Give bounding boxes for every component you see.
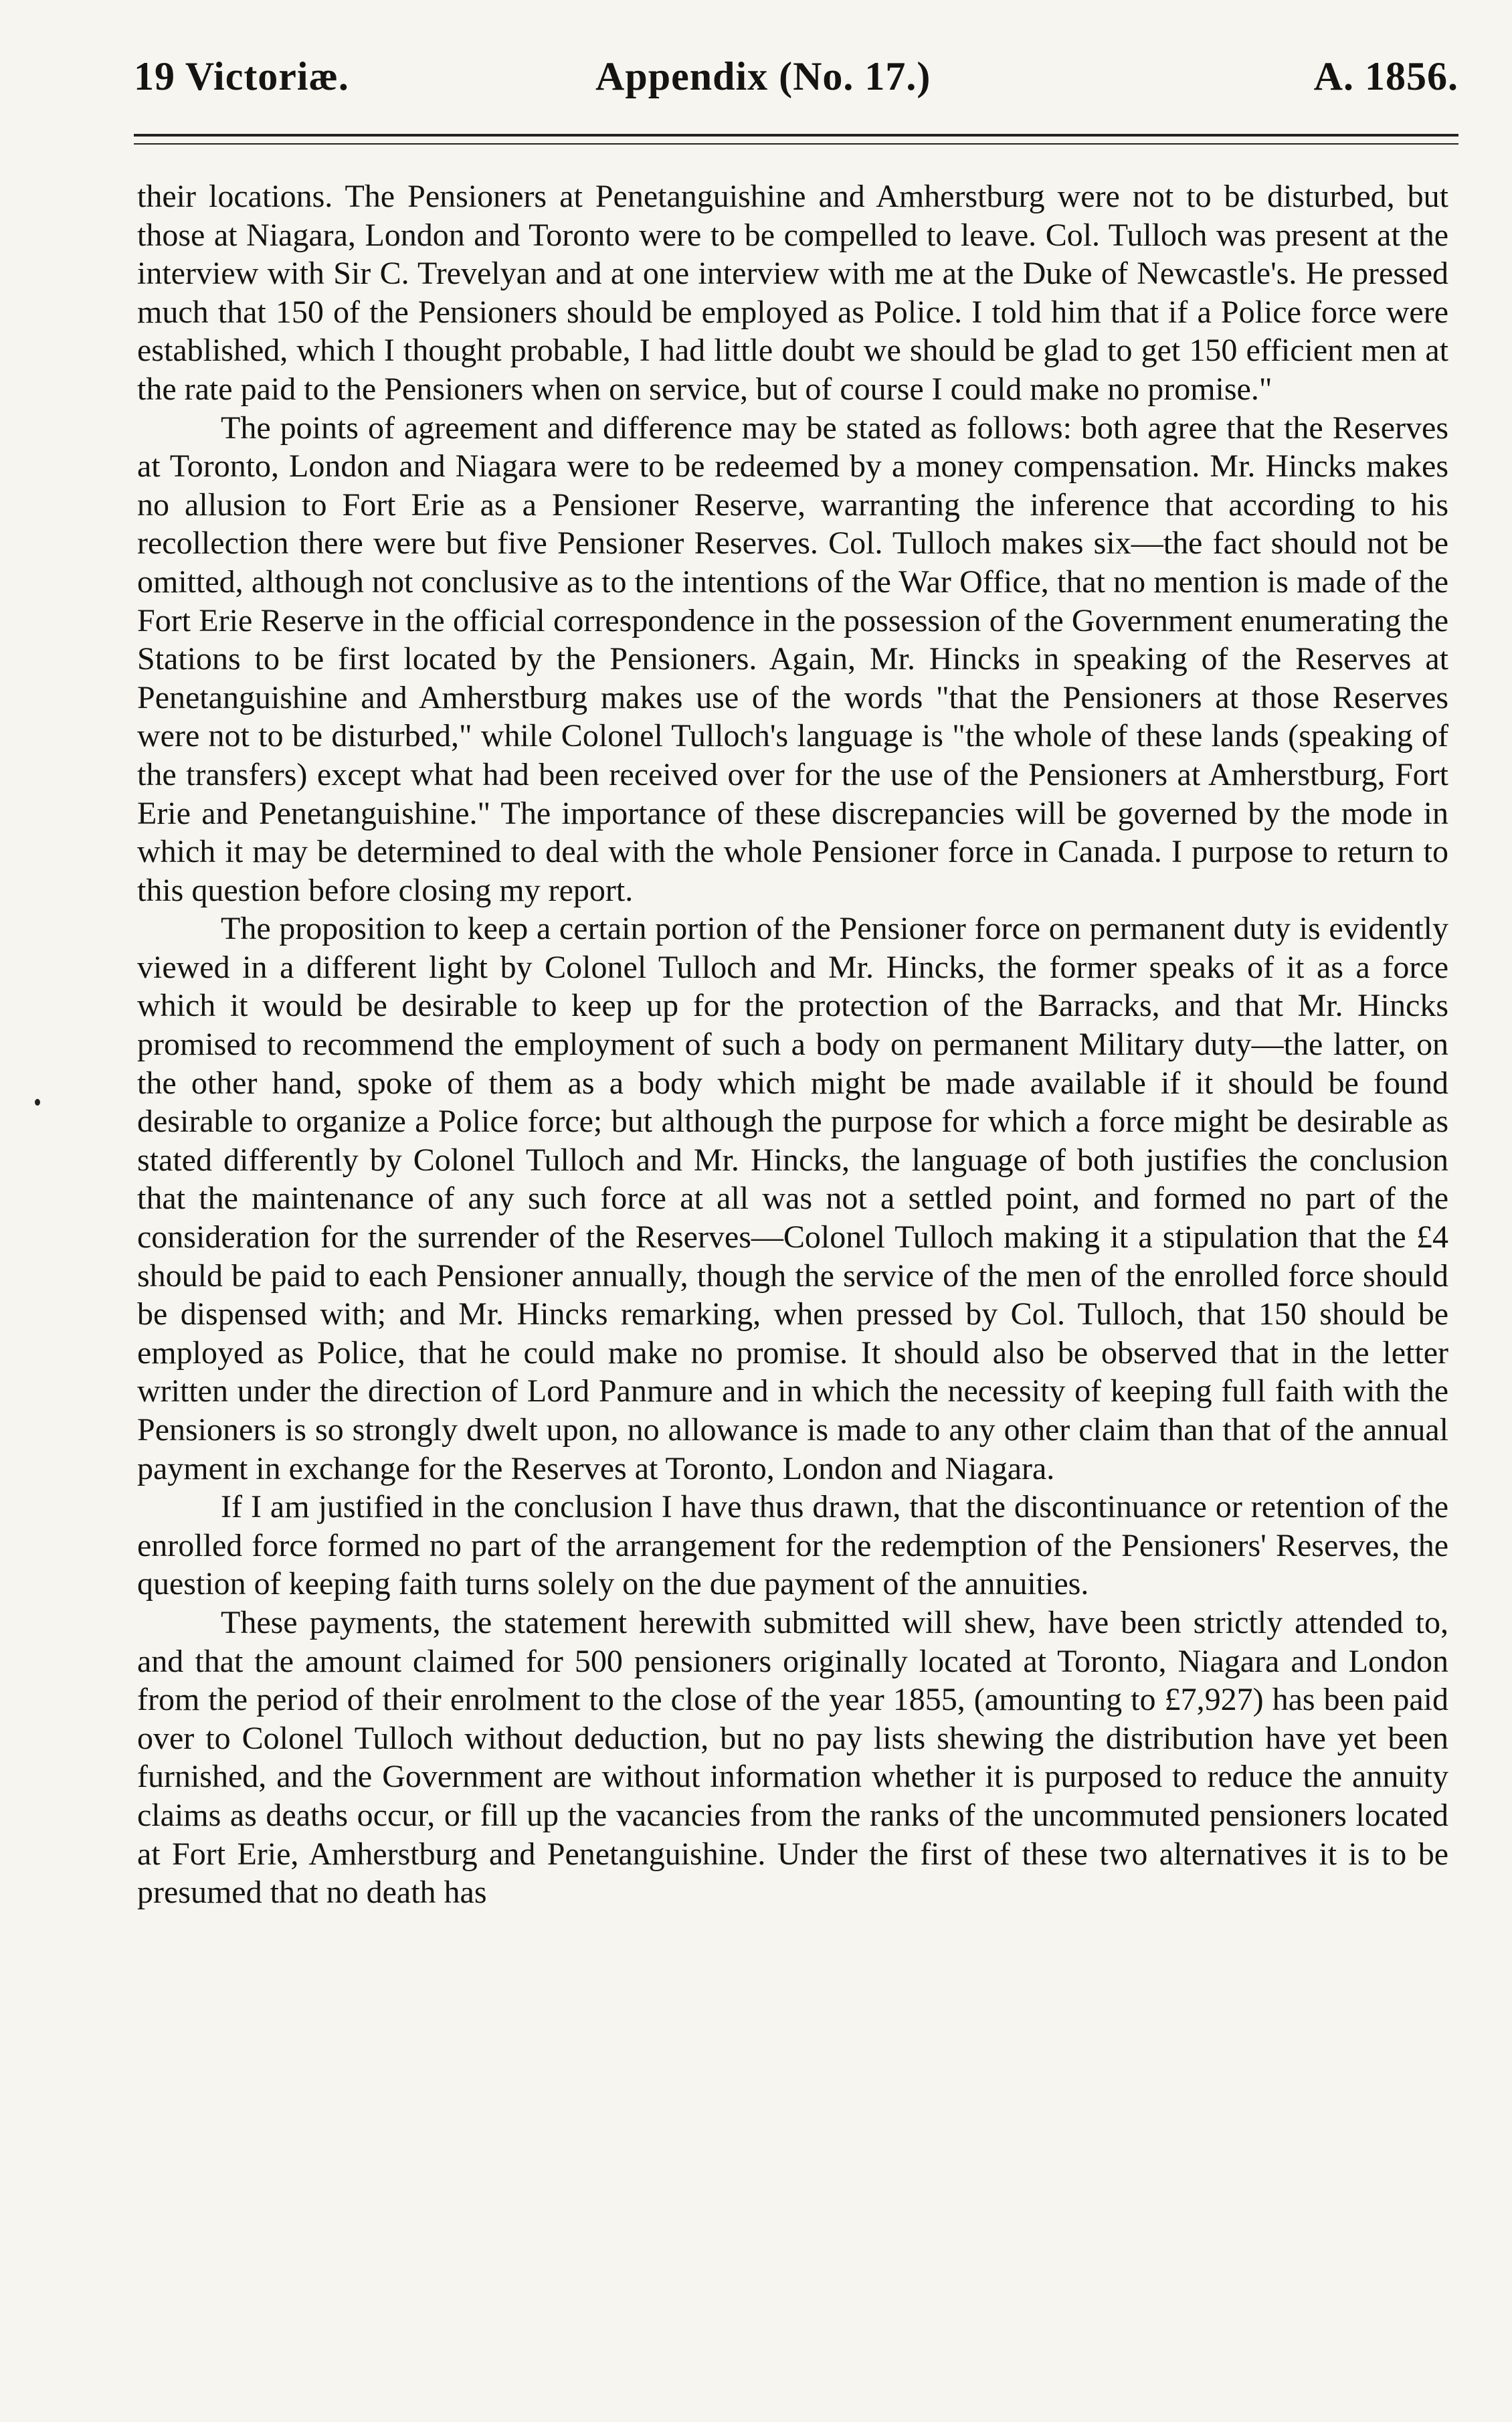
margin-ink-mark	[35, 1099, 40, 1106]
header-session: 19 Victoriæ.	[134, 54, 349, 98]
running-header	[134, 54, 1458, 114]
paragraph-points-of-agreement: The points of agreement and difference may be stated as follows: both agree that the Reserves at Toronto, London and Niagara were to be redeemed by a money compensation. Mr. Hincks makes no allusion to Fort Erie as a Pensioner Reserve, warranting the inference that according to his recollection there were but five Pensioner Reserves. Col. Tulloch makes six—the fact should not be omitted, although not conclusive as to the intentions of the War Office, that no mention is made of the Fort Erie Reserve in the official correspondence in the possession of the Government enumerating the Stations to be first located by the Pensioners. Again, Mr. Hincks in speaking of the Reserves at Penetanguishine and Amherstburg makes use of the words "that the Pensioners at those Reserves were not to be disturbed," while Colonel Tulloch's language is "the whole of these lands (speaking of the transfers) except what had been received over for the use of the Pensioners at Amherstburg, Fort Erie and Penetanguishine." The importance of these discrepancies will be governed by the mode in which it may be determined to deal with the whole Pensioner force in Canada. I purpose to return to this question before closing my report.	[137, 410, 1448, 908]
header-appendix-title: Appendix (No. 17.)	[595, 54, 931, 98]
paragraph-conclusion: If I am justified in the conclusion I have thus drawn, that the discontinuance or retention of the enrolled force formed no part of the arrangement for the redemption of the Pensioners' Reserves, the question of keeping faith turns solely on the due payment of the annuities.	[137, 1489, 1448, 1602]
body-text	[137, 177, 1448, 1912]
header-year: A. 1856.	[1313, 54, 1458, 98]
paragraph-continuation: their locations. The Pensioners at Penetanguishine and Amherstburg were not to be disturbed, but those at Niagara, London and Toronto were to be compelled to leave. Col. Tulloch was present at the interview with Sir C. Trevelyan and at one interview with me at the Duke of Newcastle's. He pressed much that 150 of the Pensioners should be employed as Police. I told him that if a Police force were established, which I thought probable, I had little doubt we should be glad to get 150 efficient men at the rate paid to the Pensioners when on service, but of course I could make no promise."	[137, 179, 1448, 407]
header-double-rule	[134, 134, 1458, 145]
paragraph-permanent-duty: The proposition to keep a certain portion of the Pensioner force on permanent duty is evidently viewed in a different light by Colonel Tulloch and Mr. Hincks, the former speaks of it as a force which it would be desirable to keep up for the protection of the Barracks, and that Mr. Hincks promised to recommend the employment of such a body on permanent Military duty—the latter, on the other hand, spoke of them as a body which might be made available if it should be found desirable to organize a Police force; but although the purpose for which a force might be desirable as stated differently by Colonel Tulloch and Mr. Hincks, the language of both justifies the conclusion that the maintenance of any such force at all was not a settled point, and formed no part of the consideration for the surrender of the Reserves—Colonel Tulloch making it a stipulation that the £4 should be paid to each Pensioner annually, though the service of the men of the enrolled force should be dispensed with; and Mr. Hincks remarking, when pressed by Col. Tulloch, that 150 should be employed as Police, that he could make no promise. It should also be observed that in the letter written under the direction of Lord Panmure and in which the necessity of keeping full faith with the Pensioners is so strongly dwelt upon, no allowance is made to any other claim than that of the annual payment in exchange for the Reserves at Toronto, London and Niagara.	[137, 911, 1448, 1486]
paragraph-payments: These payments, the statement herewith submitted will shew, have been strictly attended to, and that the amount claimed for 500 pensioners originally located at Toronto, Niagara and London from the period of their enrolment to the close of the year 1855, (amounting to £7,927) has been paid over to Colonel Tulloch without deduction, but no pay lists shewing the distribution have yet been furnished, and the Government are without information whether it is purposed to reduce the annuity claims as deaths occur, or fill up the vacancies from the ranks of the uncommuted pensioners located at Fort Erie, Amherstburg and Penetanguishine. Under the first of these two alternatives it is to be presumed that no death has	[137, 1604, 1448, 1911]
